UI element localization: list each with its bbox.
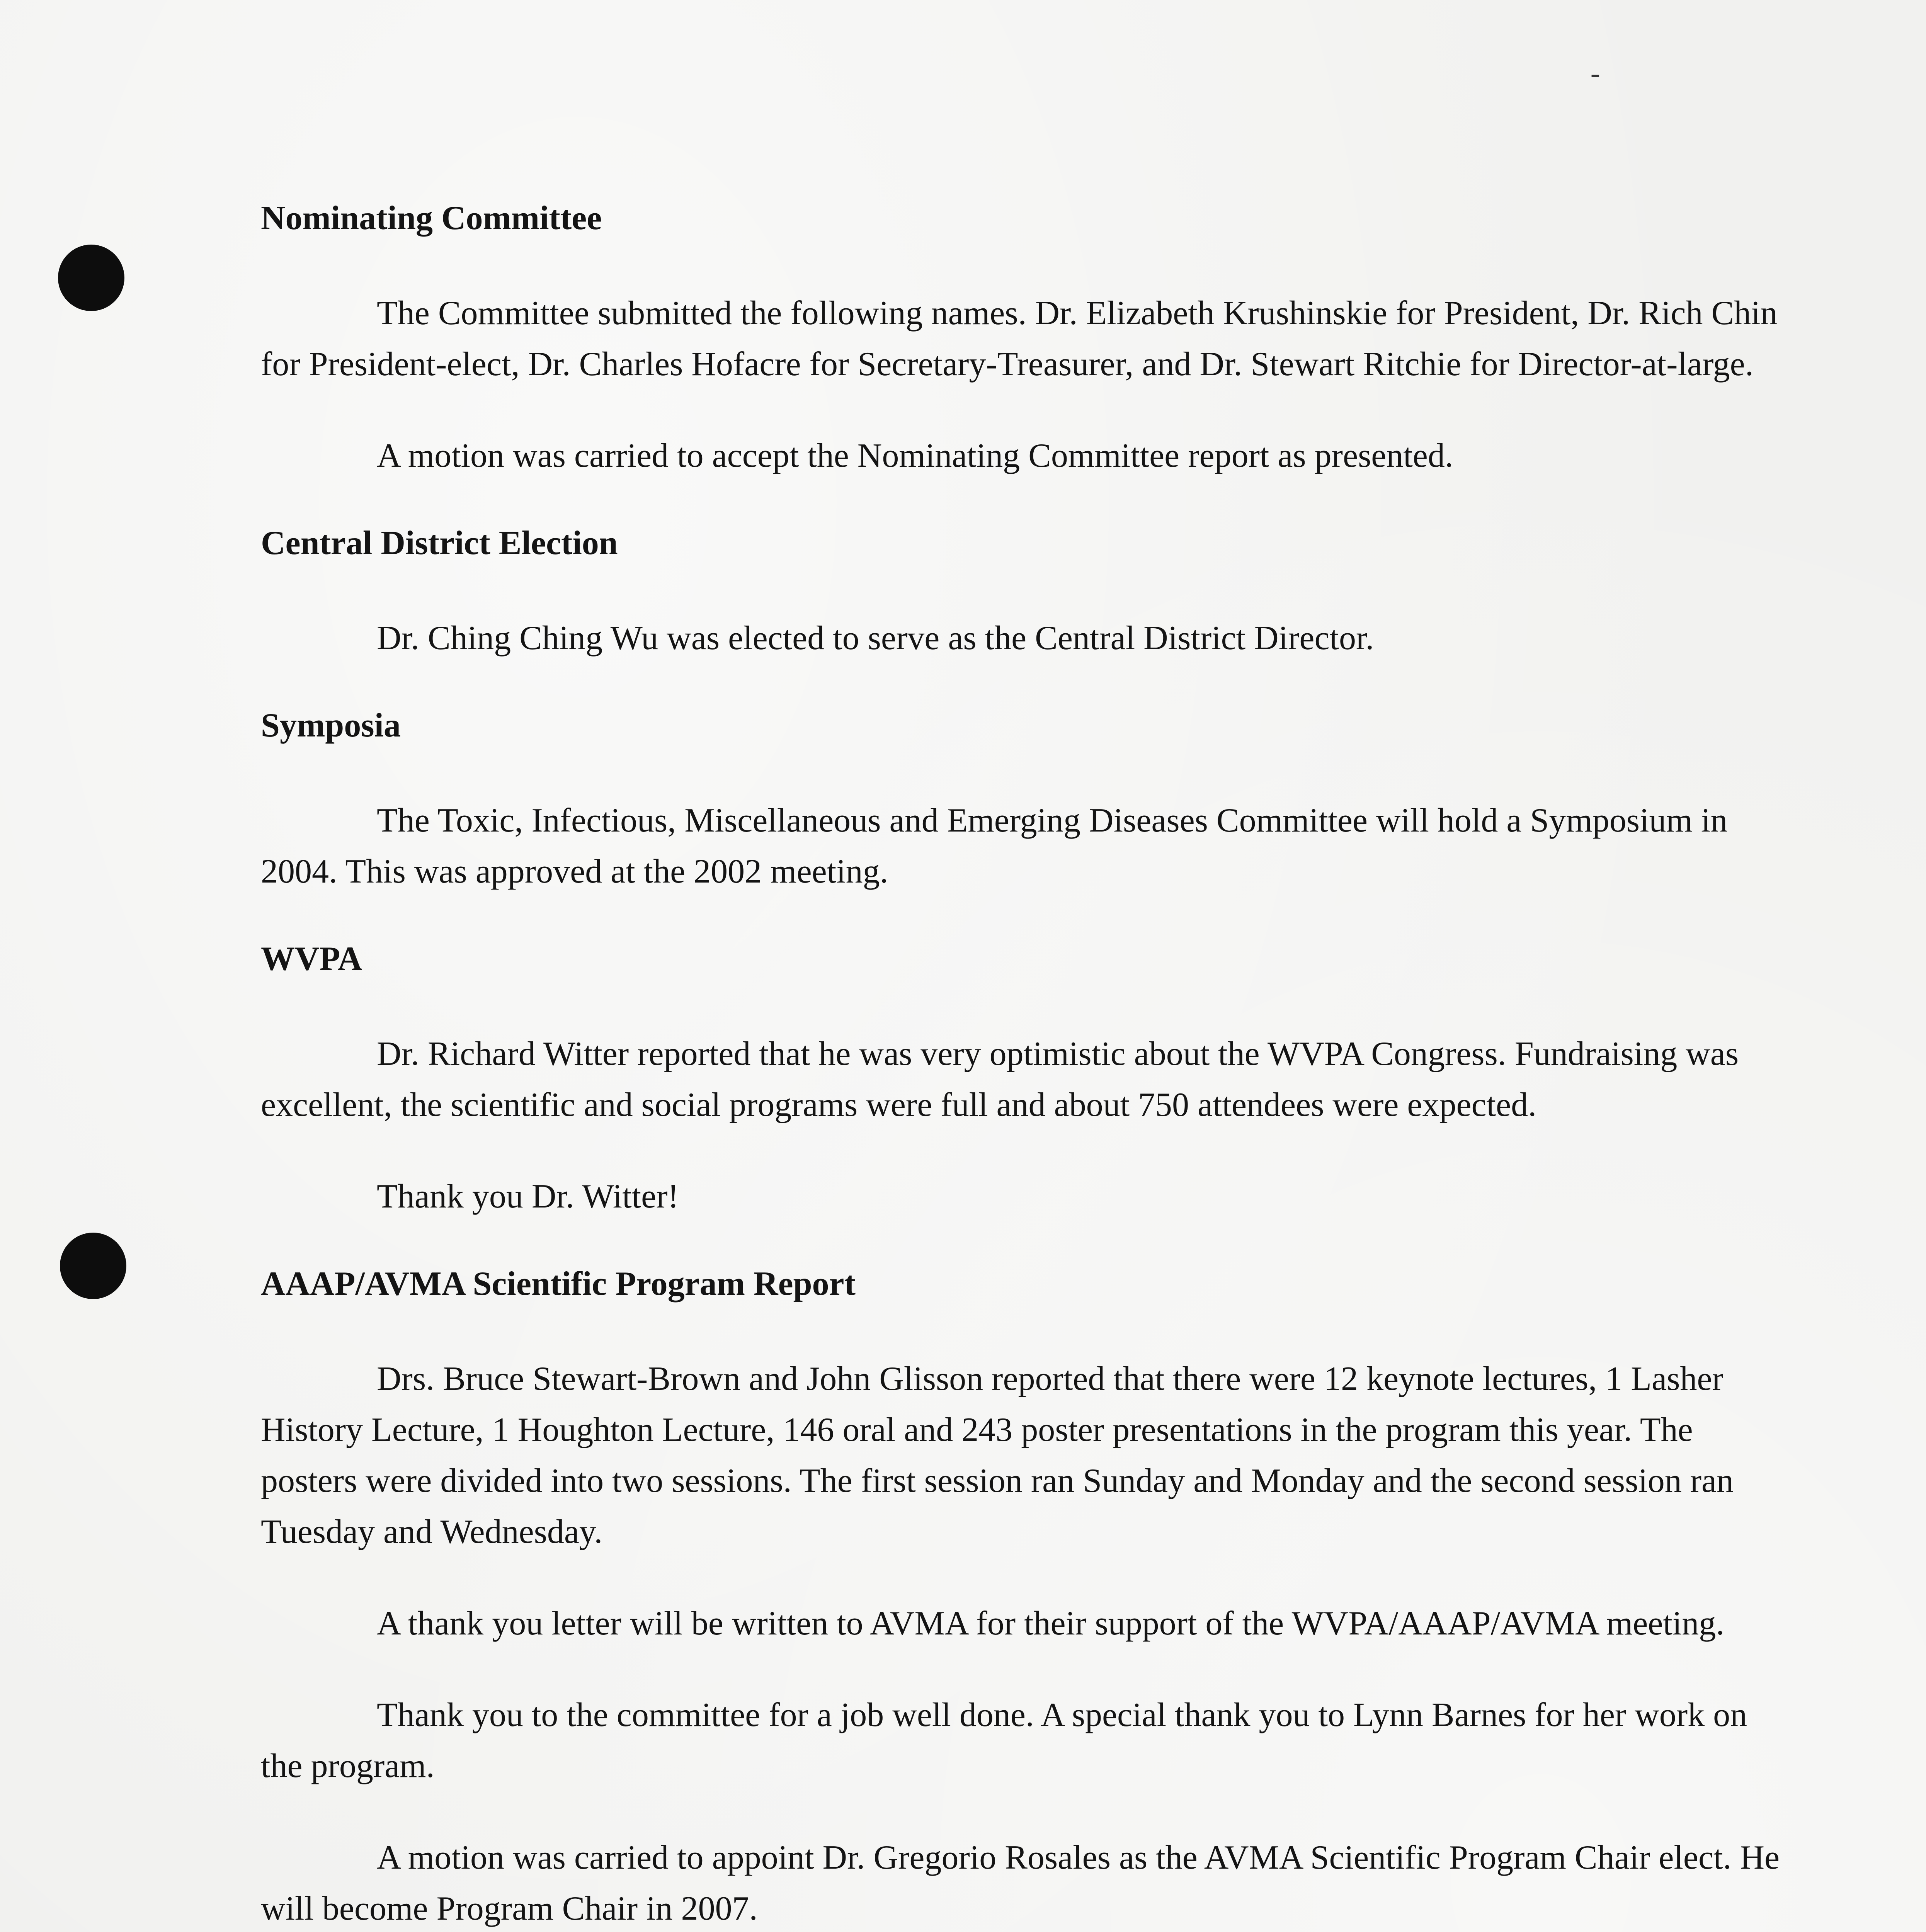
punch-hole-top bbox=[58, 245, 124, 311]
paragraph-nominating-names: The Committee submitted the following names. Dr. Elizabeth Krushinskie for President, Dr. Rich Chin for President-elect, Dr. Charles Hofacre for Secretary-Treasurer, and Dr. Stewart Ritchie for Director-at-large. bbox=[261, 294, 1778, 383]
paragraph-nominating-motion: A motion was carried to accept the Nominating Committee report as presented. bbox=[377, 437, 1453, 474]
heading-wvpa: WVPA bbox=[261, 940, 362, 978]
document-body bbox=[261, 197, 1791, 1932]
heading-symposia: Symposia bbox=[261, 707, 401, 744]
heading-nominating-committee: Nominating Committee bbox=[261, 199, 602, 237]
paragraph-wvpa-thanks: Thank you Dr. Witter! bbox=[377, 1178, 679, 1215]
paragraph-program-chair-motion: A motion was carried to appoint Dr. Gregorio Rosales as the AVMA Scientific Program Chair elect. He will become Program Chair in 2007. bbox=[261, 1839, 1780, 1927]
heading-aaap-avma-report: AAAP/AVMA Scientific Program Report bbox=[261, 1265, 856, 1303]
heading-central-district-election: Central District Election bbox=[261, 524, 618, 562]
punch-hole-middle bbox=[60, 1233, 126, 1299]
paragraph-wvpa-report: Dr. Richard Witter reported that he was very optimistic about the WVPA Congress. Fundraising was excellent, the scientific and social programs were full and about 750 attendees were expected. bbox=[261, 1035, 1739, 1124]
paragraph-central-district: Dr. Ching Ching Wu was elected to serve as the Central District Director. bbox=[377, 619, 1374, 657]
paragraph-committee-thanks: Thank you to the committee for a job well done. A special thank you to Lynn Barnes for her work on the program. bbox=[261, 1696, 1747, 1785]
top-mark: - bbox=[1590, 56, 1601, 91]
paragraph-thank-you-letter: A thank you letter will be written to AVMA for their support of the WVPA/AAAP/AVMA meeting. bbox=[377, 1605, 1725, 1642]
paragraph-program-report: Drs. Bruce Stewart-Brown and John Glisson reported that there were 12 keynote lectures, 1 Lasher History Lecture, 1 Houghton Lecture, 146 oral and 243 poster presentations in the program this year. The posters were divided into two sessions. The first session ran Sunday and Monday and the second session ran Tuesday and Wednesday. bbox=[261, 1360, 1734, 1551]
paragraph-symposia: The Toxic, Infectious, Miscellaneous and Emerging Diseases Committee will hold a Symposium in 2004. This was approved at the 2002 meeting. bbox=[261, 802, 1728, 890]
